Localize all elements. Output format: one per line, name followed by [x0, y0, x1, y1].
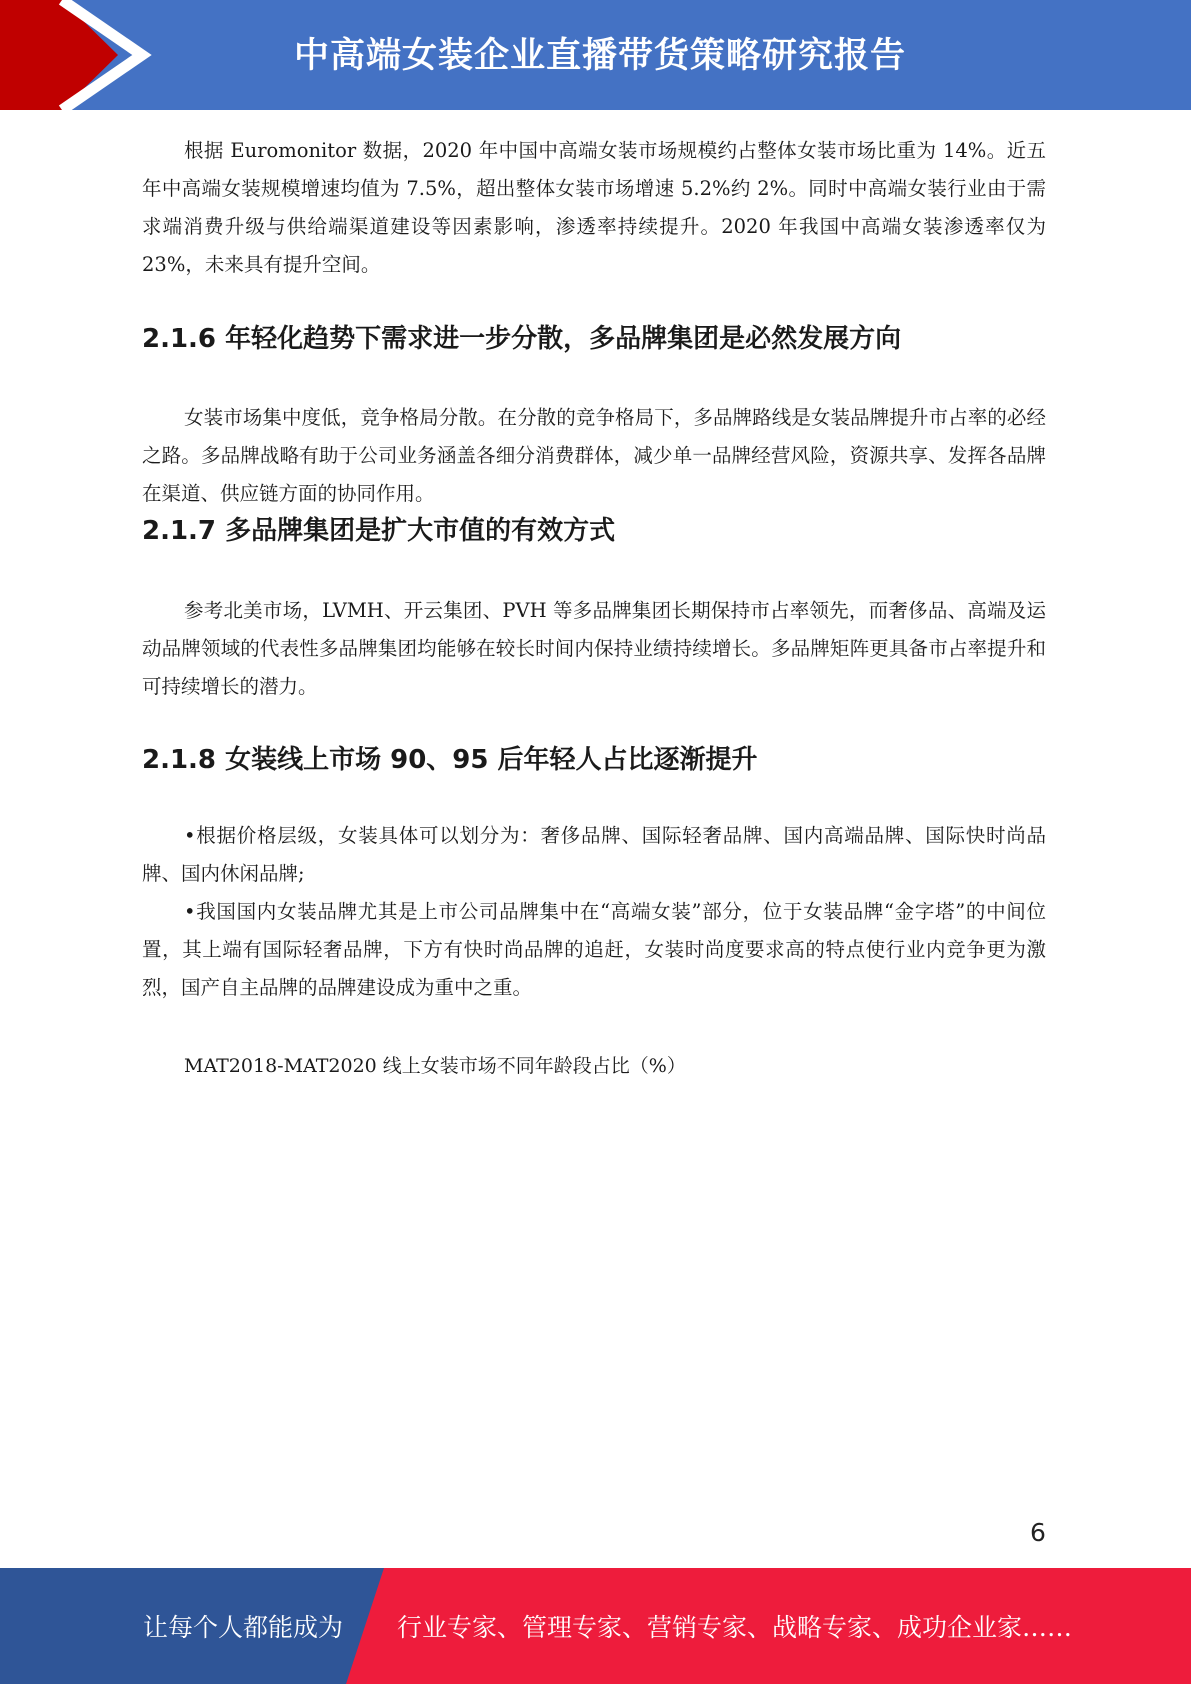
section-2-1-7-heading: 2.1.7 多品牌集团是扩大市值的有效方式 [142, 516, 616, 546]
footer-slogan-left: 让每个人都能成为 [143, 1613, 344, 1642]
intro-paragraph: 根据 Euromonitor 数据，2020 年中国中高端女装市场规模约占整体女装市场比重为 14%。近五年中高端女装规模增速均值为 7.5%，超出整体女装市场增速 5.2%约 2%。同时中高端女装行业由于需求端消费升级与供给端渠道建设等因素影响，渗透率持续提升。2020 年我国中高端女装渗透率仅为 23%，未来具有提升空间。 [142, 139, 1046, 276]
footer-slogan-right: 行业专家、管理专家、营销专家、战略专家、成功企业家…… [397, 1613, 1073, 1642]
header-title: 中高端女装企业直播带货策略研究报告 [294, 36, 907, 76]
page-number: 6 [1030, 1518, 1046, 1547]
bullet-domestic-brands: •我国国内女装品牌尤其是上市公司品牌集中在“高端女装”部分，位于女装品牌“金字塔”的中间位置，其上端有国际轻奢品牌，下方有快时尚品牌的追赶，女装时尚度要求高的特点使行业内竞争更为激烈，国产自主品牌的品牌建设成为重中之重。 [142, 900, 1046, 999]
section-2-1-7-paragraph: 参考北美市场，LVMH、开云集团、PVH 等多品牌集团长期保持市占率领先，而奢侈品、高端及运动品牌领域的代表性多品牌集团均能够在较长时间内保持业绩持续增长。多品牌矩阵更具备市占率提升和可持续增长的潜力。 [142, 599, 1046, 698]
section-2-1-8-heading: 2.1.8 女装线上市场 90、95 后年轻人占比逐渐提升 [142, 745, 758, 775]
report-body [142, 132, 1046, 1081]
header-red-block [0, 0, 118, 110]
page-footer [0, 1568, 1191, 1684]
section-2-1-6-heading: 2.1.6 年轻化趋势下需求进一步分散，多品牌集团是必然发展方向 [142, 324, 902, 354]
page-header [0, 0, 1191, 110]
figure-caption: MAT2018-MAT2020 线上女装市场不同年龄段占比（%） [184, 1055, 686, 1077]
section-2-1-6-paragraph: 女装市场集中度低，竞争格局分散。在分散的竞争格局下，多品牌路线是女装品牌提升市占率的必经之路。多品牌战略有助于公司业务涵盖各细分消费群体，减少单一品牌经营风险，资源共享、发挥各品牌在渠道、供应链方面的协同作用。 [142, 406, 1046, 505]
bullet-price-tiers: •根据价格层级，女装具体可以划分为：奢侈品牌、国际轻奢品牌、国内高端品牌、国际快时尚品牌、国内休闲品牌; [142, 824, 1046, 885]
